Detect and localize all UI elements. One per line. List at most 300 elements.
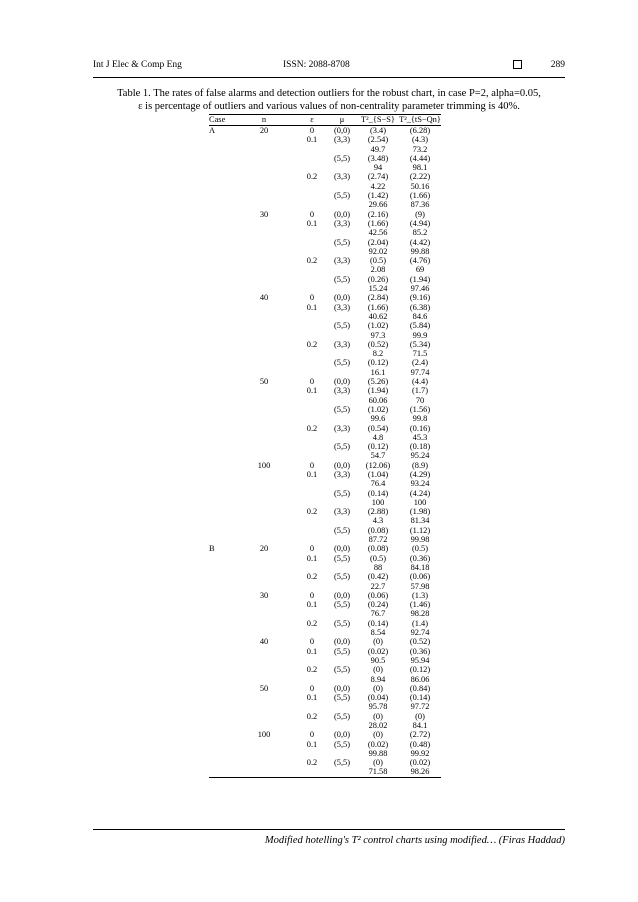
table-cell: [209, 321, 231, 330]
table-cell: (0,0): [333, 293, 351, 303]
table-cell: [297, 767, 327, 777]
table-cell: (6.28): [409, 126, 431, 135]
table-cell: 95.94: [410, 655, 430, 665]
table-cell: [231, 628, 297, 637]
table-cell: [327, 609, 357, 618]
table-cell: [297, 405, 327, 414]
table-cell: [231, 265, 297, 274]
table-cell: (0,0): [333, 209, 351, 219]
table-cell: 99.92: [410, 748, 430, 758]
table-row: [209, 303, 441, 312]
table-cell: (0.16): [409, 423, 431, 433]
table-cell: [231, 451, 297, 460]
table-cell: [209, 740, 231, 749]
table-cell: [297, 414, 327, 423]
table-cell: [297, 675, 327, 684]
table-cell: (5.34): [409, 339, 431, 349]
table-cell: (5,5): [333, 618, 351, 628]
table-cell: [297, 312, 327, 321]
table-cell: [327, 563, 357, 572]
table-row: [209, 200, 441, 209]
table-row: [209, 647, 441, 656]
table-row: [209, 368, 441, 377]
table-cell: (4.24): [409, 488, 431, 498]
table-cell: [209, 331, 231, 340]
table-cell: [209, 191, 231, 200]
table-cell: (5,5): [333, 758, 351, 768]
table-cell: [209, 516, 231, 525]
table-cell: [209, 433, 231, 442]
table-cell: [209, 312, 231, 321]
table-row: [209, 265, 441, 274]
table-cell: 87.72: [368, 535, 388, 545]
table-row: [209, 145, 441, 154]
table-cell: (5,5): [333, 274, 351, 284]
table-cell: [209, 656, 231, 665]
table-cell: [297, 275, 327, 284]
table-cell: 97.3: [370, 330, 386, 340]
table-cell: (0.12): [367, 442, 389, 452]
table-cell: [297, 479, 327, 488]
table-row: [209, 721, 441, 730]
table-row: [209, 609, 441, 618]
table-cell: (0): [373, 665, 383, 675]
table-cell: [231, 219, 297, 228]
table-cell: 98.28: [410, 609, 430, 619]
table-cell: (0.5): [369, 553, 387, 563]
table-cell: (3,3): [333, 469, 351, 479]
table-cell: 0.1: [306, 135, 318, 145]
table-cell: (5.84): [409, 321, 431, 331]
table-row: [209, 358, 441, 367]
table-cell: [297, 200, 327, 209]
table-cell: 0.2: [306, 507, 318, 517]
col-header-t2-tsqn: T²_{tS−Qn}: [399, 115, 441, 125]
table-cell: (0.02): [367, 646, 389, 656]
table-cell: [209, 609, 231, 618]
table-row: [209, 424, 441, 433]
table-cell: (0.02): [409, 758, 431, 768]
table-cell: (0.5): [411, 544, 429, 554]
table-cell: [231, 135, 297, 144]
table-cell: [209, 145, 231, 154]
table-row: [209, 154, 441, 163]
table-cell: 0: [309, 590, 315, 600]
table-cell: (8.9): [411, 460, 429, 470]
table-cell: 8.54: [370, 628, 386, 638]
table-cell: (3,3): [333, 339, 351, 349]
table-cell: 49.7: [370, 144, 386, 154]
table-cell: 0: [309, 683, 315, 693]
table-cell: (0,0): [333, 126, 351, 135]
table-cell: [231, 489, 297, 498]
col-header-t2-ss: T²_{S−S}: [361, 115, 395, 125]
table-cell: (0.12): [409, 665, 431, 675]
table-cell: [231, 424, 297, 433]
table-cell: (5,5): [333, 711, 351, 721]
table-cell: 88: [373, 562, 383, 572]
table-row: [209, 340, 441, 349]
table-cell: (5,5): [333, 442, 351, 452]
table-cell: 0.1: [306, 646, 318, 656]
table-cell: [209, 275, 231, 284]
table-cell: (0): [415, 711, 425, 721]
table-cell: (0.08): [367, 525, 389, 535]
table-cell: 2.08: [370, 265, 386, 275]
table-cell: [327, 349, 357, 358]
table-cell: (0.52): [409, 637, 431, 647]
table-cell: [297, 163, 327, 172]
table-cell: [209, 303, 231, 312]
table-cell: 0: [309, 637, 315, 647]
table-cell: [327, 228, 357, 237]
table-cell: 99.6: [370, 414, 386, 424]
table-cell: [209, 228, 231, 237]
table-cell: [209, 219, 231, 228]
table-cell: 40: [259, 293, 269, 303]
table-cell: 0.1: [306, 600, 318, 610]
table-cell: [231, 303, 297, 312]
table-row: [209, 228, 441, 237]
table-cell: 73.2: [412, 144, 428, 154]
table-cell: (0.14): [367, 488, 389, 498]
table-cell: [297, 321, 327, 330]
table-row: [209, 135, 441, 144]
table-cell: [209, 163, 231, 172]
table-cell: [231, 442, 297, 451]
table-cell: 98.26: [410, 767, 430, 777]
table-cell: [209, 535, 231, 544]
table-cell: 4.22: [370, 181, 386, 191]
table-cell: (1.42): [367, 191, 389, 201]
table-cell: [209, 172, 231, 181]
table-cell: 0.2: [306, 339, 318, 349]
table-cell: 98.1: [412, 163, 428, 173]
table-cell: (1.46): [409, 600, 431, 610]
table-cell: [327, 396, 357, 405]
table-cell: 0: [309, 730, 315, 740]
table-cell: [231, 721, 297, 730]
table-cell: [231, 693, 297, 702]
table-cell: 0: [309, 293, 315, 303]
table-cell: (0.14): [409, 693, 431, 703]
table-cell: [327, 656, 357, 665]
table-cell: (0.02): [367, 739, 389, 749]
table-cell: (1.66): [367, 302, 389, 312]
table-cell: 0: [309, 377, 315, 387]
table-cell: [327, 451, 357, 460]
table-row: [209, 554, 441, 563]
table-cell: (9.16): [409, 293, 431, 303]
table-cell: [231, 554, 297, 563]
table-cell: 22.7: [370, 581, 386, 591]
table-cell: (0,0): [333, 637, 351, 647]
table-cell: [231, 656, 297, 665]
page-number: 289: [550, 60, 565, 70]
table-cell: [297, 182, 327, 191]
table-cell: [209, 386, 231, 395]
table-cell: [231, 349, 297, 358]
table-cell: [327, 163, 357, 172]
table-cell: 29.66: [368, 200, 388, 210]
table-cell: 42.56: [368, 228, 388, 238]
table-cell: (5,5): [333, 600, 351, 610]
table-cell: [297, 228, 327, 237]
table-cell: [297, 535, 327, 544]
table-cell: [297, 656, 327, 665]
table-cell: 0.2: [306, 172, 318, 182]
table-cell: (1.04): [367, 469, 389, 479]
table-cell: (5,5): [333, 153, 351, 163]
table-cell: [209, 600, 231, 609]
table-cell: 54.7: [370, 451, 386, 461]
table-row: [209, 637, 441, 646]
table-cell: [297, 265, 327, 274]
table-cell: [209, 637, 231, 646]
table-cell: [209, 572, 231, 581]
table-cell: (5,5): [333, 665, 351, 675]
table-cell: 71.58: [368, 767, 388, 777]
table-row: [209, 210, 441, 219]
table-row: [209, 442, 441, 451]
table-cell: [231, 414, 297, 423]
table-cell: [231, 358, 297, 367]
table-cell: 94: [373, 163, 383, 173]
table-cell: [231, 563, 297, 572]
table-cell: [231, 665, 297, 674]
table-cell: (0.24): [367, 600, 389, 610]
table-cell: [209, 767, 231, 777]
table-cell: [327, 182, 357, 191]
table-cell: (1.66): [409, 191, 431, 201]
table-cell: [231, 479, 297, 488]
table-cell: [209, 293, 231, 302]
table-cell: (5,5): [333, 404, 351, 414]
table-cell: [231, 600, 297, 609]
table-cell: 76.7: [370, 609, 386, 619]
table-body: [209, 126, 441, 778]
table-cell: (1.7): [411, 386, 429, 396]
table-row: [209, 396, 441, 405]
table-cell: (3,3): [333, 218, 351, 228]
table-cell: [297, 238, 327, 247]
table-cell: 0.2: [306, 256, 318, 266]
table-cell: 0.2: [306, 758, 318, 768]
table-cell: [209, 479, 231, 488]
table-cell: 81.34: [410, 516, 430, 526]
table-cell: [209, 758, 231, 767]
table-cell: 15.24: [368, 284, 388, 294]
table-cell: [231, 498, 297, 507]
table-row: [209, 591, 441, 600]
table-cell: (5,5): [333, 321, 351, 331]
table-cell: [297, 451, 327, 460]
table-cell: 97.72: [410, 702, 430, 712]
table-cell: (3,3): [333, 172, 351, 182]
table-row: [209, 544, 441, 553]
table-cell: [209, 396, 231, 405]
table-row: [209, 163, 441, 172]
table-cell: [297, 516, 327, 525]
table-cell: [231, 582, 297, 591]
table-cell: [231, 172, 297, 181]
table-cell: [297, 433, 327, 442]
table-cell: [231, 191, 297, 200]
table-row: [209, 331, 441, 340]
table-cell: [231, 516, 297, 525]
table-cell: 50: [259, 377, 269, 387]
table-cell: (3,3): [333, 256, 351, 266]
table-row: [209, 386, 441, 395]
table-cell: (3,3): [333, 135, 351, 145]
table-cell: [209, 377, 231, 386]
table-cell: [231, 396, 297, 405]
table-cell: [231, 386, 297, 395]
results-table: [209, 114, 441, 778]
table-cell: (2.54): [367, 135, 389, 145]
table-cell: [297, 368, 327, 377]
table-cell: [209, 340, 231, 349]
table-cell: [297, 331, 327, 340]
table-cell: 0.2: [306, 572, 318, 582]
table-cell: [209, 730, 231, 739]
table-header-row: [209, 115, 441, 126]
table-cell: [297, 628, 327, 637]
table-row: [209, 712, 441, 721]
table-cell: (3,3): [333, 423, 351, 433]
table-cell: [327, 702, 357, 711]
table-cell: [297, 247, 327, 256]
table-cell: [231, 340, 297, 349]
table-cell: A: [209, 126, 216, 135]
table-cell: [231, 526, 297, 535]
table-row: [209, 563, 441, 572]
table-cell: [209, 154, 231, 163]
table-cell: (5,5): [333, 553, 351, 563]
table-cell: [209, 507, 231, 516]
page-header: [93, 60, 565, 74]
table-cell: [231, 758, 297, 767]
table-cell: [327, 247, 357, 256]
table-row: [209, 284, 441, 293]
table-cell: 8.94: [370, 674, 386, 684]
table-cell: 4.8: [372, 432, 384, 442]
table-cell: [297, 442, 327, 451]
table-cell: (0,0): [333, 683, 351, 693]
table-cell: [209, 238, 231, 247]
table-cell: 99.8: [412, 414, 428, 424]
table-cell: 0.1: [306, 218, 318, 228]
table-cell: [209, 284, 231, 293]
table-cell: (0): [373, 711, 383, 721]
table-cell: [231, 145, 297, 154]
table-row: [209, 461, 441, 470]
table-cell: 0.1: [306, 739, 318, 749]
table-cell: [231, 247, 297, 256]
table-cell: [327, 284, 357, 293]
table-cell: [327, 628, 357, 637]
table-cell: (3,3): [333, 386, 351, 396]
table-cell: (0.36): [409, 553, 431, 563]
table-row: [209, 433, 441, 442]
table-cell: 95.24: [410, 451, 430, 461]
table-row: [209, 275, 441, 284]
header-rule: [93, 77, 565, 78]
table-cell: [327, 498, 357, 507]
journal-name: Int J Elec & Comp Eng: [93, 60, 182, 70]
table-cell: [209, 563, 231, 572]
table-cell: [327, 265, 357, 274]
table-cell: 92.74: [410, 628, 430, 638]
table-cell: (0.36): [409, 646, 431, 656]
table-cell: [327, 675, 357, 684]
table-cell: (4.42): [409, 237, 431, 247]
table-cell: (1.12): [409, 525, 431, 535]
table-cell: 50.16: [410, 181, 430, 191]
table-cell: [231, 712, 297, 721]
table-cell: [297, 749, 327, 758]
table-cell: 99.88: [368, 748, 388, 758]
table-cell: 57.98: [410, 581, 430, 591]
table-cell: [231, 368, 297, 377]
table-cell: [209, 721, 231, 730]
table-cell: [327, 200, 357, 209]
table-cell: (4.29): [409, 469, 431, 479]
table-cell: (4.44): [409, 153, 431, 163]
table-cell: (5,5): [333, 646, 351, 656]
table-cell: (0.06): [367, 590, 389, 600]
table-cell: [231, 535, 297, 544]
table-cell: (4.94): [409, 218, 431, 228]
table-cell: 50: [259, 683, 269, 693]
table-cell: [209, 200, 231, 209]
table-row: [209, 740, 441, 749]
table-cell: [209, 684, 231, 693]
table-cell: [209, 424, 231, 433]
table-cell: 92.02: [368, 246, 388, 256]
table-cell: (12.06): [365, 460, 391, 470]
table-cell: [231, 331, 297, 340]
table-cell: 0.1: [306, 386, 318, 396]
table-cell: [209, 368, 231, 377]
table-cell: (0.26): [367, 274, 389, 284]
caption-line-1: Table 1. The rates of false alarms and detection outliers for the robust chart, in case P=2, alpha=0.05,: [117, 88, 541, 99]
table-cell: 95.78: [368, 702, 388, 712]
table-cell: (1.56): [409, 404, 431, 414]
table-cell: (5,5): [333, 488, 351, 498]
table-cell: 84.18: [410, 562, 430, 572]
table-cell: 84.6: [412, 311, 428, 321]
table-cell: 30: [259, 209, 269, 219]
table-cell: [297, 145, 327, 154]
table-cell: [209, 554, 231, 563]
table-cell: [209, 405, 231, 414]
table-cell: [209, 647, 231, 656]
caption-line-2: ε is percentage of outliers and various values of non-centrality parameter trimming is 40%.: [138, 101, 520, 112]
table-cell: [209, 349, 231, 358]
table-cell: [231, 572, 297, 581]
table-cell: (0.52): [367, 339, 389, 349]
table-cell: (0,0): [333, 590, 351, 600]
table-cell: (4.4): [411, 377, 429, 387]
table-row: [209, 600, 441, 609]
table-cell: [209, 628, 231, 637]
table-cell: [209, 526, 231, 535]
table-cell: (0,0): [333, 544, 351, 554]
table-cell: 97.74: [410, 367, 430, 377]
table-cell: [231, 163, 297, 172]
table-cell: 90.5: [370, 655, 386, 665]
